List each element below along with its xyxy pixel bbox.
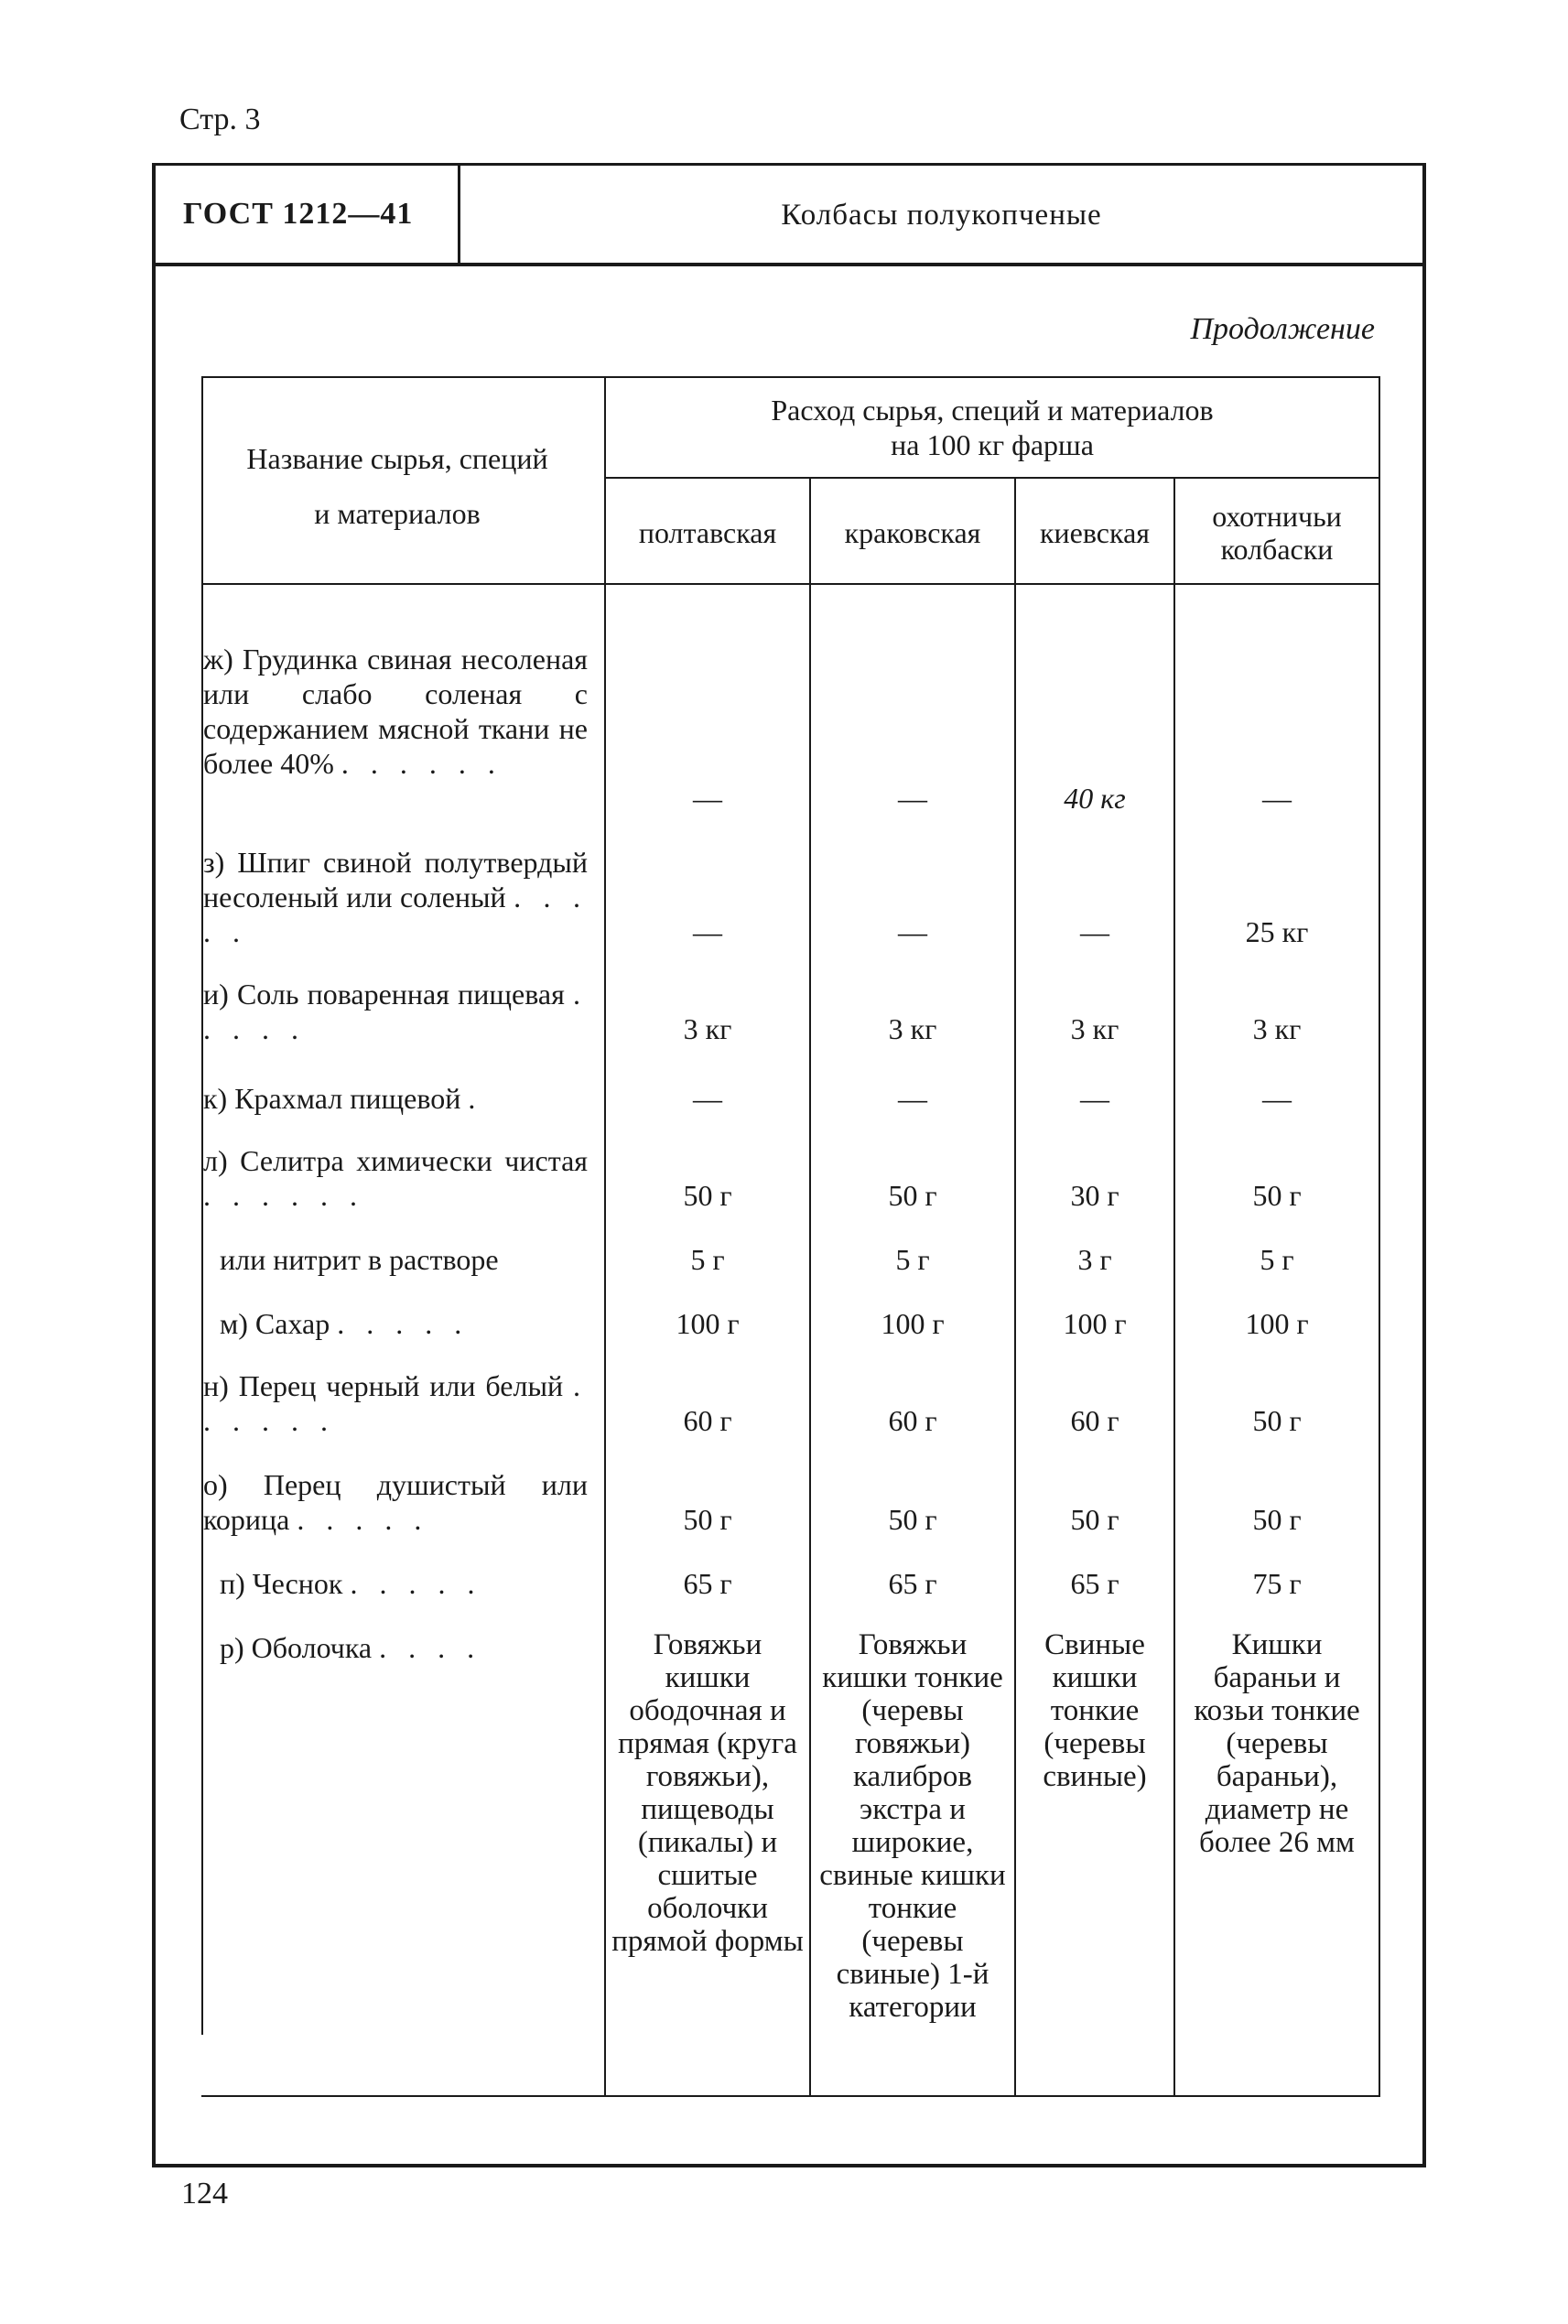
column-header-okhotnichi-kolbaski: охотничьи колбаски (1212, 500, 1342, 566)
cell-perets-dushisty-okhotnichi: 50 г (1252, 1503, 1302, 1536)
cell-selitra-krakovskaya: 50 г (888, 1179, 937, 1212)
row-label-chesnok: п) Чеснок . . . . . (220, 1567, 482, 1600)
table-top-rule (201, 376, 1380, 378)
cell-shpig-krakovskaya: — (898, 915, 927, 948)
row-label-perets-dushisty: о) Перец душистый или корица . . . . . (203, 1468, 588, 1536)
cell-perets-cherny-krakovskaya: 60 г (888, 1404, 937, 1437)
cell-perets-dushisty-kievskaya: 50 г (1070, 1503, 1119, 1536)
cell-sol-poltavskaya: 3 кг (683, 1012, 732, 1045)
cell-krakhmal-okhotnichi: — (1262, 1082, 1292, 1115)
cell-chesnok-kievskaya: 65 г (1070, 1567, 1119, 1600)
cell-grudinka-okhotnichi: — (1262, 782, 1292, 815)
cell-chesnok-poltavskaya: 65 г (683, 1567, 732, 1600)
cell-nitrit-okhotnichi: 5 г (1260, 1243, 1294, 1276)
cell-grudinka-krakovskaya: — (898, 782, 927, 815)
continuation-note: Продолжение (1190, 312, 1375, 346)
cell-perets-cherny-okhotnichi: 50 г (1252, 1404, 1302, 1437)
cell-nitrit-krakovskaya: 5 г (895, 1243, 930, 1276)
cell-perets-cherny-kievskaya: 60 г (1070, 1404, 1119, 1437)
cell-obolochka-kievskaya: Свиные кишки тонкие (черевы свиные) (1043, 1628, 1147, 1793)
row-label-sakhar: м) Сахар . . . . . (220, 1307, 470, 1340)
page-number: 124 (181, 2177, 228, 2211)
cell-chesnok-krakovskaya: 65 г (888, 1567, 937, 1600)
cell-shpig-kievskaya: — (1080, 915, 1109, 948)
cell-krakhmal-kievskaya: — (1080, 1082, 1109, 1115)
column-header-krakovskaya: краковская (844, 516, 981, 549)
cell-krakhmal-krakovskaya: — (898, 1082, 927, 1115)
column-header-poltavskaya: полтавская (638, 516, 777, 549)
cell-selitra-kievskaya: 30 г (1070, 1179, 1119, 1212)
name-header-line-1: Название сырья, специй (246, 442, 548, 475)
group-header-line-2: на 100 кг фарша (891, 428, 1094, 461)
cell-shpig-poltavskaya: — (693, 915, 722, 948)
row-label-krakhmal: к) Крахмал пищевой . (203, 1082, 483, 1115)
row-label-nitrit: или нитрит в растворе (220, 1243, 499, 1276)
column-rule-2 (809, 479, 811, 2095)
cell-grudinka-poltavskaya: — (693, 782, 722, 815)
cell-perets-dushisty-poltavskaya: 50 г (683, 1503, 732, 1536)
cell-selitra-poltavskaya: 50 г (683, 1179, 732, 1212)
name-header-line-2: и материалов (314, 497, 481, 530)
page-label: Стр. 3 (179, 103, 261, 136)
column-rule-3 (1014, 479, 1016, 2095)
cell-sakhar-kievskaya: 100 г (1063, 1307, 1127, 1340)
cell-grudinka-kievskaya: 40 кг (1064, 782, 1126, 815)
row-label-shpig: з) Шпиг свиной полутвердый несоленый или соленый . . . . . (203, 846, 589, 948)
cell-selitra-okhotnichi: 50 г (1252, 1179, 1302, 1212)
document-header (156, 166, 1422, 266)
row-label-obolochka: р) Оболочка . . . . (220, 1631, 482, 1664)
gost-code: ГОСТ 1212—41 (183, 197, 414, 231)
column-header-kievskaya: киевская (1040, 516, 1150, 549)
column-rule-1 (604, 376, 606, 2095)
group-header-line-1: Расход сырья, специй и материалов (771, 394, 1214, 427)
row-label-grudinka: ж) Грудинка свиная несоленая или слабо соленая с содержанием мясной ткани не более 40% . . . . . . (203, 643, 588, 780)
ingredients-table (201, 376, 1380, 2097)
cell-obolochka-krakovskaya: Говяжьи кишки тонкие (черевы говяжьи) калибров экстра и широкие, свиные кишки тонкие (черевы свиные) 1-й категории (819, 1628, 1006, 2024)
column-rule-4 (1173, 479, 1175, 2095)
cell-perets-cherny-poltavskaya: 60 г (683, 1404, 732, 1437)
cell-obolochka-okhotnichi: Кишки бараньи и козьи тонкие (черевы бараньи), диаметр не более 26 мм (1194, 1628, 1360, 1859)
row-label-perets-cherny: н) Перец черный или белый . . . . . . (203, 1369, 589, 1437)
cell-shpig-okhotnichi: 25 кг (1245, 915, 1309, 948)
cell-chesnok-okhotnichi: 75 г (1252, 1567, 1302, 1600)
consumption-group-header (604, 393, 1380, 462)
cell-nitrit-poltavskaya: 5 г (690, 1243, 725, 1276)
table-right-rule (1379, 376, 1380, 2095)
cell-obolochka-poltavskaya: Говяжьи кишки ободочная и прямая (круга говяжьи), пищеводы (пикалы) и сшитые оболочки прямой формы (611, 1628, 804, 1958)
document-frame (152, 163, 1426, 2167)
cell-sol-kievskaya: 3 кг (1070, 1012, 1119, 1045)
row-label-sol: и) Соль поваренная пищевая . . . . . (203, 978, 589, 1045)
cell-sol-krakovskaya: 3 кг (888, 1012, 937, 1045)
cell-sakhar-poltavskaya: 100 г (676, 1307, 740, 1340)
table-bottom-rule (201, 2095, 1380, 2097)
cell-krakhmal-poltavskaya: — (693, 1082, 722, 1115)
cell-sol-okhotnichi: 3 кг (1252, 1012, 1302, 1045)
group-header-rule (604, 477, 1380, 479)
cell-nitrit-kievskaya: 3 г (1077, 1243, 1112, 1276)
document-title: Колбасы полукопченые (781, 199, 1102, 232)
header-bottom-rule (201, 583, 1380, 585)
cell-perets-dushisty-krakovskaya: 50 г (888, 1503, 937, 1536)
row-label-selitra: л) Селитра химически чистая . . . . . . (203, 1144, 588, 1212)
name-column-header (205, 431, 589, 541)
cell-sakhar-krakovskaya: 100 г (881, 1307, 945, 1340)
cell-sakhar-okhotnichi: 100 г (1245, 1307, 1309, 1340)
